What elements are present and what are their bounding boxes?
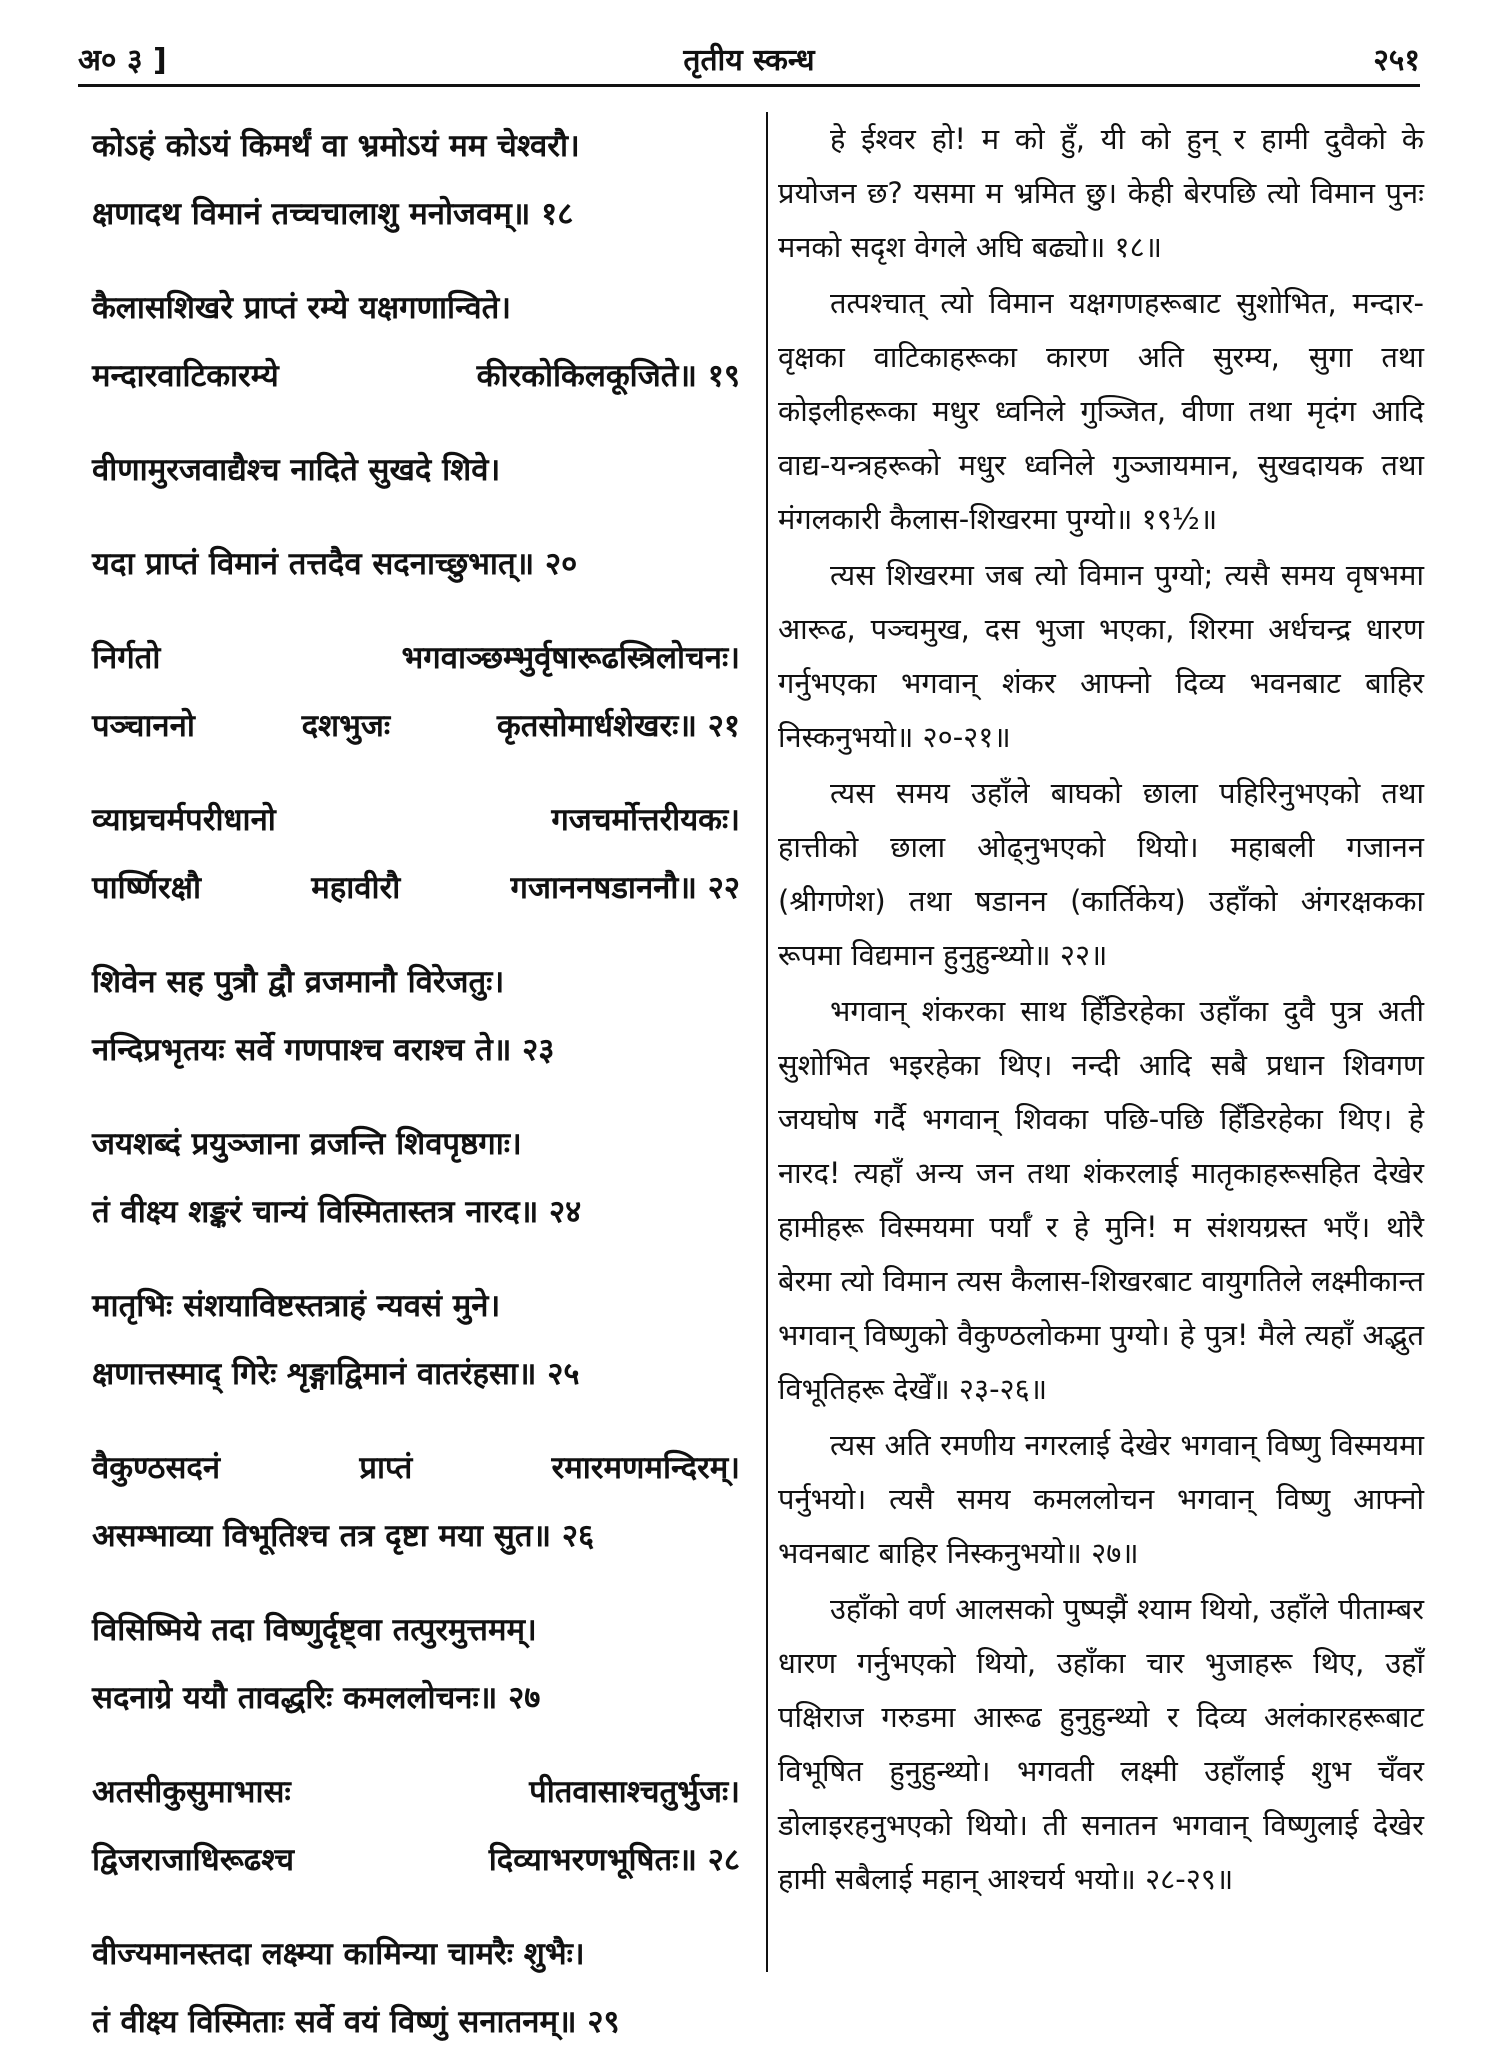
column-divider xyxy=(766,112,768,1972)
translation-paragraph: तत्पश्चात् त्यो विमान यक्षगणहरूबाट सुशोभित, मन्दार-वृक्षका वाटिकाहरूका कारण अति सुरम्य, सुगा तथा कोइलीहरूका मधुर ध्वनिले गुञ्जित, वीणा तथा मृदंग आदि वाद्य-यन्त्रहरूको मधुर ध्वनिले गुञ्जायमान, सुखदायक तथा मंगलकारी कैलास-शिखरमा पुग्यो॥ १९½॥ xyxy=(778,286,1424,536)
verse-text: पञ्चाननो xyxy=(92,708,195,744)
verse-text: यदा प्राप्तं विमानं तत्तदैव सदनाच्छुभात्॥ २० xyxy=(92,546,578,582)
verse-line xyxy=(92,436,740,504)
translation-paragraph: त्यस अति रमणीय नगरलाई देखेर भगवान् विष्णु विस्मयमा पर्नुभयो। त्यसै समय कमललोचन भगवान् विष्णु आफ्नो भवनबाट बाहिर निस्कनुभयो॥ २७॥ xyxy=(778,1428,1424,1570)
verse-text: वीणामुरजवाद्यैश्च नादिते सुखदे शिवे। xyxy=(92,452,501,488)
verse-text: क्षणादथ विमानं तच्चचालाशु मनोजवम्॥ १८ xyxy=(92,196,574,232)
verse-text: मन्दारवाटिकारम्ये xyxy=(92,358,279,394)
verse-text: तं वीक्ष्य शङ्करं चान्यं विस्मितास्तत्र नारद॥ २४ xyxy=(92,1194,582,1230)
verse-text: कीरकोकिलकूजिते॥ १९ xyxy=(476,358,740,394)
verse-line xyxy=(92,1272,740,1340)
verse-block xyxy=(92,1434,740,1570)
verse-line xyxy=(92,274,740,342)
verse-line xyxy=(92,1016,740,1084)
verse-text: कृतसोमार्धशेखरः॥ २१ xyxy=(496,708,740,744)
verse-block xyxy=(92,436,740,504)
verse-text: मातृभिः संशयाविष्टस्तत्राहं न्यवसं मुने। xyxy=(92,1288,501,1324)
verse-line xyxy=(92,1758,740,1826)
verse-line xyxy=(92,530,740,598)
verse-line xyxy=(92,1920,740,1988)
verse-text: सदनाग्रे ययौ तावद्धरिः कमललोचनः॥ २७ xyxy=(92,1680,541,1716)
verse-line xyxy=(92,624,740,692)
verse-block xyxy=(92,274,740,410)
verse-line xyxy=(92,1178,740,1246)
verse-text: दिव्याभरणभूषितः॥ २८ xyxy=(488,1842,740,1878)
translation-paragraph: हे ईश्वर हो! म को हुँ, यी को हुन् र हामी दुवैको के प्रयोजन छ? यसमा म भ्रमित छु। केही बेरपछि त्यो विमान पुनः मनको सदृश वेगले अघि बढ्यो॥ १८॥ xyxy=(778,122,1424,264)
verse-text: महावीरौ xyxy=(311,870,401,906)
verse-text: क्षणात्तस्माद् गिरेः शृङ्गाद्विमानं वातरंहसा॥ २५ xyxy=(92,1356,580,1392)
verse-block xyxy=(92,786,740,922)
verse-line xyxy=(92,1340,740,1408)
page-header xyxy=(78,28,1420,87)
verse-block xyxy=(92,624,740,760)
verse-line xyxy=(92,854,740,922)
translation-paragraph: उहाँको वर्ण आलसको पुष्पझैं श्याम थियो, उहाँले पीताम्बर धारण गर्नुभएको थियो, उहाँका चार भुजाहरू थिए, उहाँ पक्षिराज गरुडमा आरूढ हुनुहुन्थ्यो र दिव्य अलंकारहरूबाट विभूषित हुनुहुन्थ्यो। भगवती लक्ष्मी उहाँलाई शुभ चँवर डोलाइरहनुभएको थियो। ती सनातन भगवान् विष्णुलाई देखेर हामी सबैलाई महान् आश्चर्य भयो॥ २८-२९॥ xyxy=(778,1592,1424,1896)
verse-line xyxy=(92,1988,740,2056)
verse-block xyxy=(92,530,740,598)
verse-text: प्राप्तं xyxy=(359,1450,413,1486)
verse-text: असम्भाव्या विभूतिश्च तत्र दृष्टा मया सुत॥ २६ xyxy=(92,1518,595,1554)
verse-text: कोऽहं कोऽयं किमर्थं वा भ्रमोऽयं मम चेश्वरौ। xyxy=(92,128,580,164)
verse-line xyxy=(92,342,740,410)
verse-line xyxy=(92,1434,740,1502)
verse-block xyxy=(92,1920,740,2056)
verse-text: व्याघ्रचर्मपरीधानो xyxy=(92,802,276,838)
verse-text: शिवेन सह पुत्रौ द्वौ व्रजमानौ विरेजतुः। xyxy=(92,964,505,1000)
verse-block xyxy=(92,1596,740,1732)
verse-block xyxy=(92,1110,740,1246)
verse-text: नन्दिप्रभृतयः सर्वे गणपाश्च वराश्च ते॥ २३ xyxy=(92,1032,555,1068)
verse-line xyxy=(92,1664,740,1732)
verse-line xyxy=(92,180,740,248)
verse-text: वीज्यमानस्तदा लक्ष्म्या कामिन्या चामरैः शुभैः। xyxy=(92,1936,585,1972)
sanskrit-verses-column xyxy=(92,112,740,2040)
verse-line xyxy=(92,112,740,180)
verse-text: वैकुण्ठसदनं xyxy=(92,1450,221,1486)
verse-line xyxy=(92,948,740,1016)
verse-line xyxy=(92,1596,740,1664)
verse-text: द्विजराजाधिरूढश्च xyxy=(92,1842,295,1878)
verse-line xyxy=(92,786,740,854)
verse-text: रमारमणमन्दिरम्। xyxy=(551,1450,740,1486)
verse-text: पीतवासाश्चतुर्भुजः। xyxy=(529,1774,740,1810)
verse-text: अतसीकुसुमाभासः xyxy=(92,1774,291,1810)
verse-line xyxy=(92,1110,740,1178)
verse-line xyxy=(92,692,740,760)
translation-paragraph: भगवान् शंकरका साथ हिँडिरहेका उहाँका दुवै पुत्र अती सुशोभित भइरहेका थिए। नन्दी आदि सबै प्रधान शिवगण जयघोष गर्दै भगवान् शिवका पछि-पछि हिँडिरहेका थिए। हे नारद! त्यहाँ अन्य जन तथा शंकरलाई मातृकाहरूसहित देखेर हामीहरू विस्मयमा पर्याँ र हे मुनि! म संशयग्रस्त भएँ। थोरै बेरमा त्यो विमान त्यस कैलास-शिखरबाट वायुगतिले लक्ष्मीकान्त भगवान् विष्णुको वैकुण्ठलोकमा पुग्यो। हे पुत्र! मैले त्यहाँ अद्भुत विभूतिहरू देखेँ॥ २३-२६॥ xyxy=(778,994,1424,1406)
verse-line xyxy=(92,1502,740,1570)
running-title: तृतीय स्कन्ध xyxy=(683,43,815,78)
verse-block xyxy=(92,948,740,1084)
chapter-marker: अ० ३ ] xyxy=(78,43,167,78)
verse-block xyxy=(92,1272,740,1408)
page-number: २५१ xyxy=(1373,43,1420,78)
verse-text: तं वीक्ष्य विस्मिताः सर्वे वयं विष्णुं सनातनम्॥ २९ xyxy=(92,2004,620,2040)
verse-text: विसिष्मिये तदा विष्णुर्दृष्ट्वा तत्पुरमुत्तमम्। xyxy=(92,1612,537,1648)
verse-block xyxy=(92,112,740,248)
verse-text: गजचर्मोत्तरीयकः। xyxy=(551,802,740,838)
verse-text: पार्ष्णिरक्षौ xyxy=(92,870,201,906)
verse-text: कैलासशिखरे प्राप्तं रम्ये यक्षगणान्विते। xyxy=(92,290,512,326)
verse-line xyxy=(92,1826,740,1894)
verse-text: जयशब्दं प्रयुञ्जाना व्रजन्ति शिवपृष्ठगाः। xyxy=(92,1126,522,1162)
verse-block xyxy=(92,1758,740,1894)
translation-paragraph: त्यस समय उहाँले बाघको छाला पहिरिनुभएको तथा हात्तीको छाला ओढ्नुभएको थियो। महाबली गजानन (श्रीगणेश) तथा षडानन (कार्तिकेय) उहाँको अंगरक्षकका रूपमा विद्यमान हुनुहुन्थ्यो॥ २२॥ xyxy=(778,776,1424,972)
translation-column xyxy=(778,112,1424,1972)
verse-text: निर्गतो xyxy=(92,640,161,676)
translation-paragraph: त्यस शिखरमा जब त्यो विमान पुग्यो; त्यसै समय वृषभमा आरूढ, पञ्चमुख, दस भुजा भएका, शिरमा अर्धचन्द्र धारण गर्नुभएका भगवान् शंकर आफ्नो दिव्य भवनबाट बाहिर निस्कनुभयो॥ २०-२१॥ xyxy=(778,558,1424,754)
verse-text: दशभुजः xyxy=(301,708,391,744)
verse-text: गजाननषडाननौ॥ २२ xyxy=(510,870,740,906)
verse-text: भगवाञ्छम्भुर्वृषारूढस्त्रिलोचनः। xyxy=(401,640,740,676)
